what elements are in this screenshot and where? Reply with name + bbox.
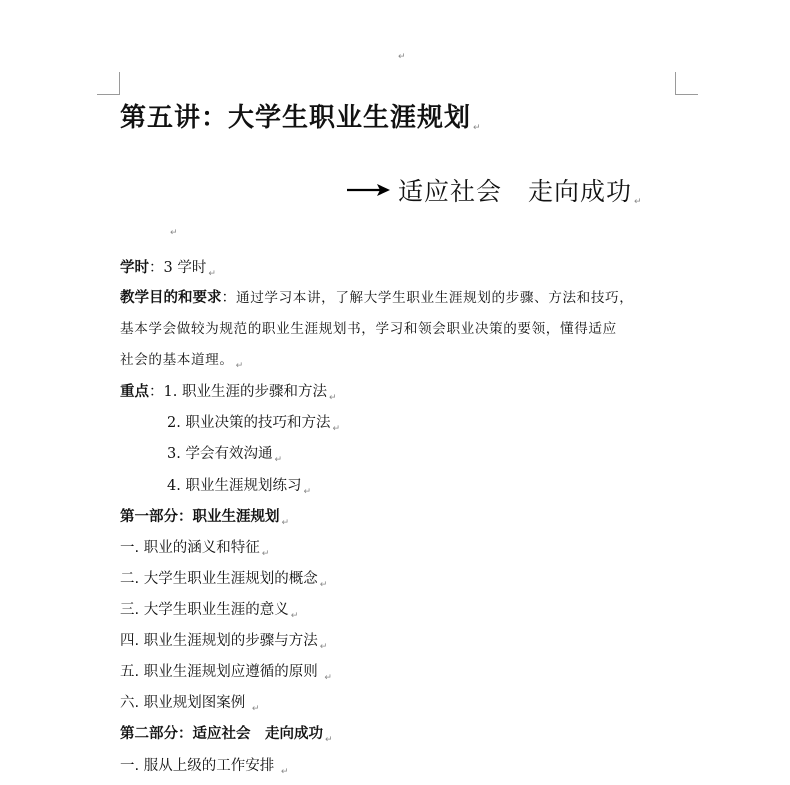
paragraph-mark-icon: ↵: [170, 228, 178, 238]
key-point-text: 学会有效沟通: [185, 446, 273, 462]
key-point-item[interactable]: [120, 382, 337, 404]
margin-corner-mark-right: [675, 72, 698, 95]
part1-heading-text: 第一部分：职业生涯规划: [120, 508, 280, 525]
margin-corner-mark-left: [97, 72, 120, 95]
paragraph-mark-icon: ↵: [325, 735, 333, 745]
part1-item-number: 一.: [120, 540, 140, 556]
paragraph-mark-icon: ↵: [634, 197, 642, 207]
part1-item-number: 三.: [120, 602, 140, 618]
part2-item-number: 一.: [120, 758, 140, 774]
part1-item-number: 四.: [120, 633, 140, 649]
paragraph-mark-icon: ↵: [280, 767, 289, 777]
key-point-text: 职业决策的技巧和方法: [185, 415, 331, 431]
part1-item-text: 职业生涯规划应遵循的原则: [143, 664, 318, 680]
key-point-item[interactable]: [167, 413, 340, 435]
objectives-text-2: 基本学会做较为规范的职业生涯规划书，学习和领会职业决策的要领，懂得适应: [120, 321, 617, 337]
part1-item-text: 职业规划图案例: [143, 695, 246, 711]
part1-item-text: 职业生涯规划的步骤与方法: [143, 633, 318, 649]
key-point-number: 3.: [167, 446, 181, 462]
lecture-title[interactable]: [120, 97, 482, 134]
key-point-item[interactable]: [167, 476, 311, 498]
part2-heading[interactable]: [120, 724, 333, 746]
part1-item[interactable]: [120, 569, 327, 591]
key-point-number: 2.: [167, 415, 181, 431]
paragraph-mark-icon: ↵: [328, 393, 337, 403]
key-point-number: 1.: [163, 384, 178, 400]
hours-separator: ：: [149, 260, 164, 276]
part2-item[interactable]: [120, 756, 288, 778]
hours-label: 学时: [120, 259, 149, 276]
part2-item-text: 服从上级的工作安排: [143, 758, 275, 774]
part1-heading[interactable]: [120, 507, 289, 529]
paragraph-mark-icon: ↵: [319, 642, 328, 652]
lecture-title-text: 第五讲：大学生职业生涯规划: [120, 103, 472, 133]
hours-line[interactable]: [120, 258, 216, 280]
key-points-label: 重点: [120, 383, 149, 400]
paragraph-mark-icon: ↵: [208, 269, 216, 279]
objectives-separator: ：: [221, 290, 236, 306]
paragraph-mark-icon: ↵: [261, 549, 270, 559]
part2-heading-text: 第二部分：适应社会 走向成功: [120, 725, 323, 742]
objectives-line-3[interactable]: [120, 350, 243, 372]
paragraph-mark-icon: ↵: [274, 455, 282, 465]
part1-item[interactable]: [120, 662, 332, 684]
paragraph-mark-icon: ↵: [281, 518, 290, 528]
part1-item[interactable]: [120, 538, 269, 560]
part1-item[interactable]: [120, 600, 298, 622]
paragraph-mark-icon: ↵: [290, 611, 299, 621]
objectives-text-3: 社会的基本道理。: [120, 352, 234, 368]
part1-item-number: 五.: [120, 664, 140, 680]
paragraph-mark-icon: ↵: [319, 580, 328, 590]
paragraph-mark-icon: ↵: [473, 123, 482, 133]
hours-value: 3 学时: [163, 260, 207, 276]
objectives-text-1: 通过学习本讲，了解大学生职业生涯规划的步骤、方法和技巧，: [236, 290, 634, 306]
subtitle-text: 适应社会 走向成功: [398, 177, 633, 206]
objectives-label: 教学目的和要求: [120, 289, 222, 306]
part1-item[interactable]: [120, 693, 259, 715]
paragraph-mark-icon: ↵: [251, 704, 260, 714]
key-point-item[interactable]: [167, 444, 282, 466]
subtitle-line[interactable]: [346, 172, 642, 208]
part1-item-text: 大学生职业生涯的意义: [143, 602, 289, 618]
part1-item[interactable]: [120, 631, 327, 653]
key-point-text: 职业生涯规划练习: [185, 478, 302, 494]
paragraph-mark-icon: ↵: [235, 361, 244, 371]
part1-item-text: 职业的涵义和特征: [143, 540, 260, 556]
key-points-separator: ：: [149, 384, 164, 400]
part1-item-text: 大学生职业生涯规划的概念: [143, 571, 318, 587]
paragraph-mark-icon: ↵: [303, 487, 311, 497]
right-arrow-icon: [346, 182, 390, 198]
key-point-number: 4.: [167, 478, 181, 494]
part1-item-number: 六.: [120, 695, 140, 711]
key-point-text: 职业生涯的步骤和方法: [181, 384, 327, 400]
part1-item-number: 二.: [120, 571, 140, 587]
paragraph-mark-icon: ↵: [324, 673, 332, 683]
paragraph-mark-icon: ↵: [398, 52, 406, 62]
objectives-line-1[interactable]: [120, 288, 633, 308]
objectives-line-2[interactable]: [120, 319, 617, 339]
paragraph-mark-icon: ↵: [332, 424, 340, 434]
